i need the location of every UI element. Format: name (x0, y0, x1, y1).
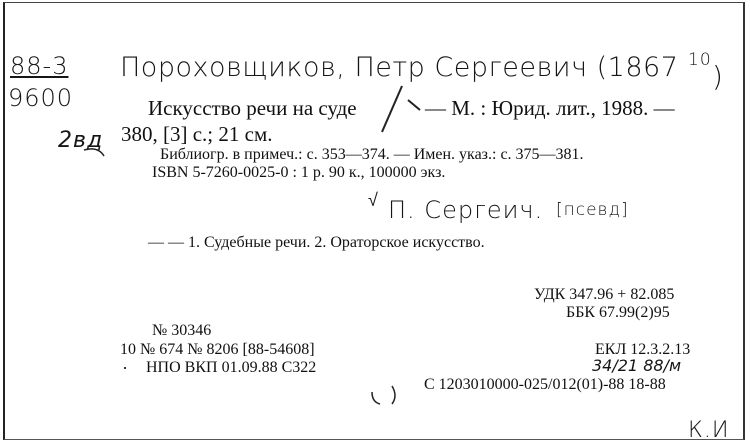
isbn-line: ISBN 5-7260-0025-0 : 1 р. 90 к., 100000 экз. (152, 164, 446, 181)
title-line-1: Искусство речи на суде (148, 96, 357, 120)
bibliography-note: Библиогр. в примеч.: с. 353—374. — Имен. указ.: с. 375—381. (160, 146, 584, 163)
subject-headings: — — 1. Судебные речи. 2. Ораторское искусство. (148, 234, 485, 251)
initials: К.И (688, 418, 730, 443)
author-heading: Пороховщиков, Петр Сергеевич (1867 (120, 52, 679, 83)
pseudonym-note: [псевд] (556, 200, 629, 220)
pseudonym: П. Сергеич. (388, 196, 544, 224)
title-line-1-rest: — М. : Юрид. лит., 1988. — (425, 96, 675, 120)
title-slash-stroke-2 (408, 100, 420, 110)
copy-mark: 2вд (58, 128, 104, 153)
stray-pen-mark (372, 386, 395, 404)
c-code: С 1203010000-025/012(01)-88 18-88 (424, 376, 666, 393)
ekl-code: ЕКЛ 12.3.2.13 (595, 341, 691, 358)
copy-mark-flourish (84, 149, 104, 156)
pseudonym-checkmark: √ (368, 190, 379, 211)
year-end-digits: 10 (688, 50, 712, 70)
closing-paren: ) (712, 60, 724, 93)
bbk-code: ББК 67.99(2)95 (566, 304, 670, 321)
npo-line: НПО ВКП 01.09.88 С322 (146, 359, 317, 376)
title-line-2: 380, [3] с.; 21 см. (121, 122, 273, 146)
handwritten-code: 34/21 88/м (592, 356, 682, 375)
card-number: № 30346 (152, 322, 212, 339)
shelfmark-bottom: 9600 (8, 84, 74, 112)
udk-code: УДК 347.96 + 82.085 (534, 286, 675, 303)
shelfmark-top: 88-3 (10, 52, 69, 80)
title-slash-stroke (382, 86, 402, 132)
order-line: 10 № 674 № 8206 [88-54608] (120, 341, 315, 358)
